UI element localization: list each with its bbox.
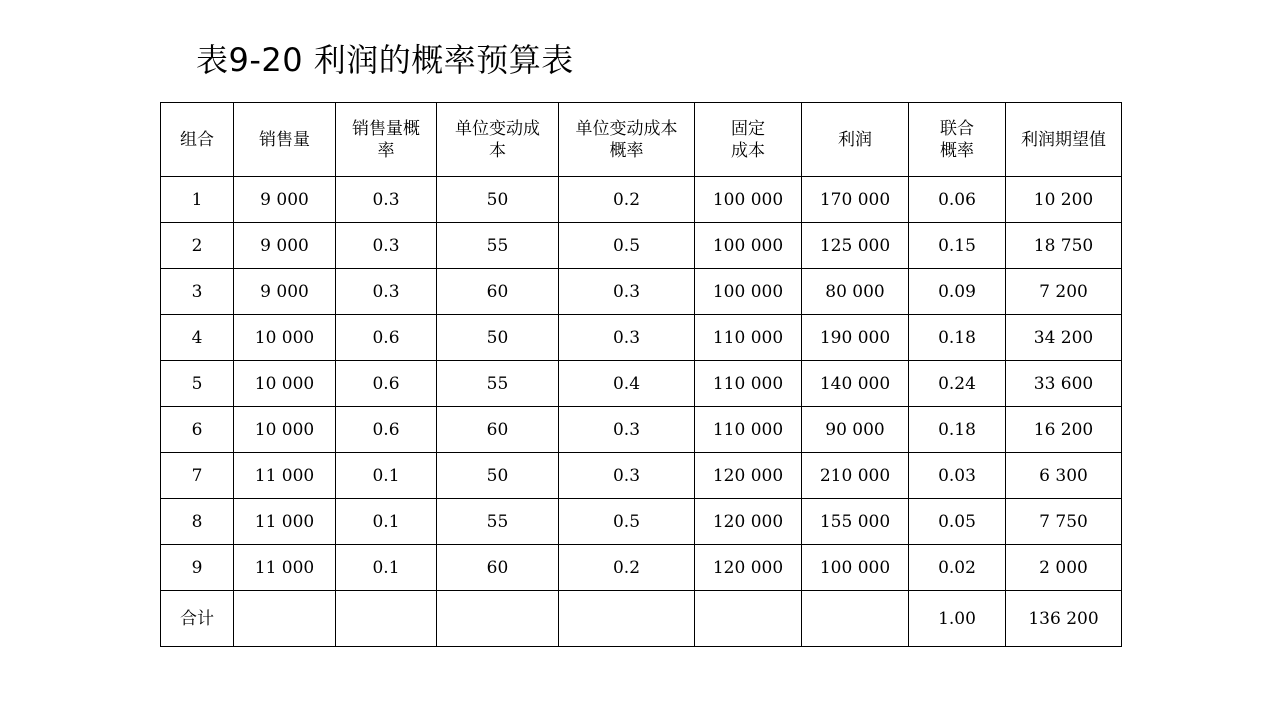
cell-unit-variable-cost: 55 — [437, 223, 559, 269]
cell-unit-variable-cost: 55 — [437, 361, 559, 407]
cell-group: 5 — [161, 361, 234, 407]
cell-profit: 90 000 — [802, 407, 909, 453]
cell-profit: 125 000 — [802, 223, 909, 269]
cell-profit: 80 000 — [802, 269, 909, 315]
table-header — [161, 103, 1122, 177]
cell-sales-volume-probability: 0.6 — [336, 407, 437, 453]
cell-group: 4 — [161, 315, 234, 361]
cell-joint-probability: 0.24 — [909, 361, 1006, 407]
profit-probability-table — [160, 102, 1122, 647]
cell-sales-volume-probability: 0.6 — [336, 315, 437, 361]
cell-group: 2 — [161, 223, 234, 269]
cell-fixed-cost: 110 000 — [695, 315, 802, 361]
header-text-line: 组合 — [180, 129, 214, 150]
cell-sales-volume-probability: 0.3 — [336, 177, 437, 223]
cell-fixed-cost: 110 000 — [695, 407, 802, 453]
cell-unit-variable-cost-probability: 0.3 — [559, 407, 695, 453]
cell-fixed-cost: 120 000 — [695, 545, 802, 591]
cell-group: 8 — [161, 499, 234, 545]
cell-fixed-cost: 100 000 — [695, 177, 802, 223]
cell-group: 7 — [161, 453, 234, 499]
cell-joint-probability: 0.06 — [909, 177, 1006, 223]
cell-fixed-cost: 120 000 — [695, 499, 802, 545]
cell-fixed-cost: 110 000 — [695, 361, 802, 407]
cell-group: 1 — [161, 177, 234, 223]
cell-fixed-cost: 100 000 — [695, 269, 802, 315]
total-joint-probability: 1.00 — [909, 591, 1006, 647]
cell-group: 9 — [161, 545, 234, 591]
total-sales-volume-probability — [336, 591, 437, 647]
page-title: 表9-20 利润的概率预算表 — [196, 41, 574, 79]
cell-sales-volume: 10 000 — [234, 361, 336, 407]
cell-sales-volume: 9 000 — [234, 177, 336, 223]
total-unit-variable-cost — [437, 591, 559, 647]
table-row — [161, 269, 1122, 315]
header-text-line: 销售量 — [259, 129, 310, 150]
header-fixed-cost — [695, 103, 802, 177]
cell-expected-profit: 6 300 — [1006, 453, 1122, 499]
cell-sales-volume-probability: 0.6 — [336, 361, 437, 407]
total-group: 合计 — [161, 591, 234, 647]
cell-expected-profit: 2 000 — [1006, 545, 1122, 591]
header-text-line: 率 — [377, 140, 395, 161]
header-unit-variable-cost — [437, 103, 559, 177]
cell-unit-variable-cost: 55 — [437, 499, 559, 545]
cell-expected-profit: 7 750 — [1006, 499, 1122, 545]
header-text-line: 概率 — [609, 140, 644, 161]
cell-joint-probability: 0.02 — [909, 545, 1006, 591]
table-row — [161, 223, 1122, 269]
cell-sales-volume: 9 000 — [234, 223, 336, 269]
table-row — [161, 453, 1122, 499]
cell-expected-profit: 7 200 — [1006, 269, 1122, 315]
cell-unit-variable-cost-probability: 0.4 — [559, 361, 695, 407]
cell-profit: 155 000 — [802, 499, 909, 545]
cell-profit: 210 000 — [802, 453, 909, 499]
header-text-line: 联合 — [940, 118, 974, 139]
cell-expected-profit: 33 600 — [1006, 361, 1122, 407]
table-row — [161, 315, 1122, 361]
cell-unit-variable-cost-probability: 0.3 — [559, 269, 695, 315]
table-row — [161, 361, 1122, 407]
header-unit-variable-cost-probability — [559, 103, 695, 177]
header-sales-volume-probability — [336, 103, 437, 177]
header-text-line: 固定 — [731, 118, 765, 139]
cell-unit-variable-cost-probability: 0.3 — [559, 315, 695, 361]
cell-unit-variable-cost: 60 — [437, 269, 559, 315]
header-text-line: 概率 — [940, 140, 974, 161]
cell-unit-variable-cost: 50 — [437, 453, 559, 499]
cell-fixed-cost: 100 000 — [695, 223, 802, 269]
cell-sales-volume-probability: 0.1 — [336, 545, 437, 591]
cell-joint-probability: 0.18 — [909, 407, 1006, 453]
cell-sales-volume-probability: 0.3 — [336, 269, 437, 315]
cell-unit-variable-cost: 50 — [437, 177, 559, 223]
table-row — [161, 499, 1122, 545]
table-row — [161, 407, 1122, 453]
cell-unit-variable-cost-probability: 0.3 — [559, 453, 695, 499]
cell-sales-volume: 10 000 — [234, 315, 336, 361]
cell-expected-profit: 34 200 — [1006, 315, 1122, 361]
cell-joint-probability: 0.15 — [909, 223, 1006, 269]
header-profit — [802, 103, 909, 177]
table-body — [161, 177, 1122, 647]
header-text-line: 单位变动成本 — [575, 118, 678, 139]
cell-sales-volume: 11 000 — [234, 499, 336, 545]
cell-joint-probability: 0.09 — [909, 269, 1006, 315]
cell-profit: 190 000 — [802, 315, 909, 361]
cell-unit-variable-cost-probability: 0.5 — [559, 223, 695, 269]
cell-profit: 100 000 — [802, 545, 909, 591]
cell-sales-volume-probability: 0.1 — [336, 499, 437, 545]
header-text-line: 成本 — [731, 140, 765, 161]
cell-sales-volume-probability: 0.3 — [336, 223, 437, 269]
cell-profit: 140 000 — [802, 361, 909, 407]
cell-group: 3 — [161, 269, 234, 315]
total-row — [161, 591, 1122, 647]
header-text-line: 利润 — [838, 129, 872, 150]
cell-unit-variable-cost-probability: 0.5 — [559, 499, 695, 545]
header-expected-profit — [1006, 103, 1122, 177]
cell-expected-profit: 10 200 — [1006, 177, 1122, 223]
cell-sales-volume: 11 000 — [234, 453, 336, 499]
table-row — [161, 177, 1122, 223]
cell-unit-variable-cost-probability: 0.2 — [559, 177, 695, 223]
header-row — [161, 103, 1122, 177]
header-sales-volume — [234, 103, 336, 177]
cell-profit: 170 000 — [802, 177, 909, 223]
cell-sales-volume: 10 000 — [234, 407, 336, 453]
cell-unit-variable-cost: 50 — [437, 315, 559, 361]
table-row — [161, 545, 1122, 591]
cell-expected-profit: 16 200 — [1006, 407, 1122, 453]
total-sales-volume — [234, 591, 336, 647]
cell-expected-profit: 18 750 — [1006, 223, 1122, 269]
cell-fixed-cost: 120 000 — [695, 453, 802, 499]
header-text-line: 单位变动成 — [455, 118, 540, 139]
cell-unit-variable-cost-probability: 0.2 — [559, 545, 695, 591]
total-unit-variable-cost-probability — [559, 591, 695, 647]
total-expected-profit: 136 200 — [1006, 591, 1122, 647]
header-text-line: 本 — [489, 140, 506, 161]
header-text-line: 销售量概 — [352, 118, 420, 139]
cell-joint-probability: 0.03 — [909, 453, 1006, 499]
cell-unit-variable-cost: 60 — [437, 545, 559, 591]
header-text-line: 利润期望值 — [1021, 129, 1106, 150]
cell-sales-volume: 9 000 — [234, 269, 336, 315]
cell-joint-probability: 0.05 — [909, 499, 1006, 545]
cell-sales-volume: 11 000 — [234, 545, 336, 591]
cell-group: 6 — [161, 407, 234, 453]
header-group — [161, 103, 234, 177]
total-profit — [802, 591, 909, 647]
cell-unit-variable-cost: 60 — [437, 407, 559, 453]
cell-joint-probability: 0.18 — [909, 315, 1006, 361]
total-fixed-cost — [695, 591, 802, 647]
cell-sales-volume-probability: 0.1 — [336, 453, 437, 499]
header-joint-probability — [909, 103, 1006, 177]
